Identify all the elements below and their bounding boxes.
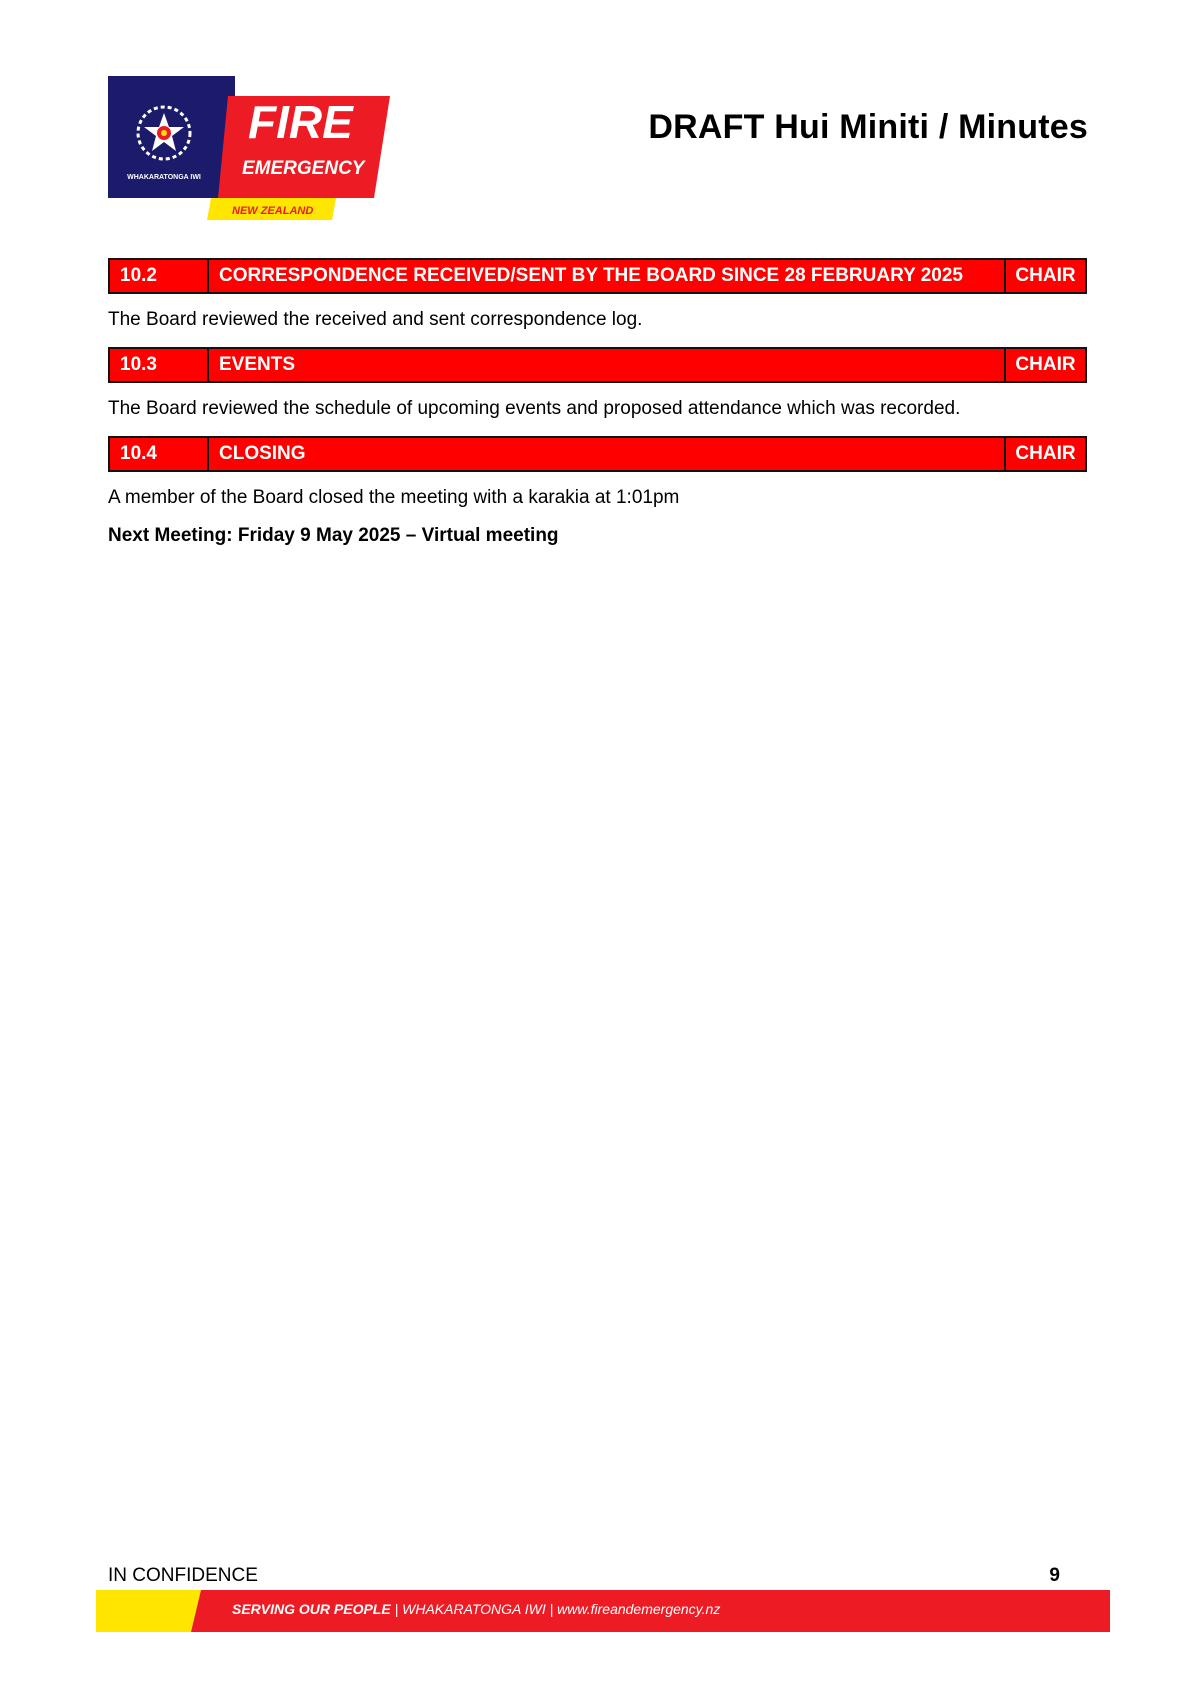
section-heading: CLOSING <box>219 443 306 464</box>
confidentiality-label: IN CONFIDENCE <box>108 1565 258 1586</box>
section-bar-10-2 <box>108 258 1087 294</box>
section-owner: CHAIR <box>1004 349 1085 381</box>
document-title: DRAFT Hui Miniti / Minutes <box>648 108 1088 146</box>
section-body-text: The Board reviewed the schedule of upcoming events and proposed attendance which was recorded. <box>108 398 961 419</box>
section-owner: CHAIR <box>1004 438 1085 470</box>
logo-emergency-text: EMERGENCY <box>242 158 365 179</box>
footer-tagline-rest: | WHAKARATONGA IWI | www.fireandemergency.nz <box>390 1601 721 1617</box>
section-body-text: A member of the Board closed the meeting with a karakia at 1:01pm <box>108 487 680 508</box>
section-number: 10.4 <box>110 438 209 470</box>
section-heading: CORRESPONDENCE RECEIVED/SENT BY THE BOARD SINCE 28 FEBRUARY 2025 <box>219 265 963 286</box>
footer-tagline <box>232 1601 720 1617</box>
section-owner: CHAIR <box>1004 260 1085 292</box>
section-heading: EVENTS <box>219 354 296 375</box>
logo-iwi-text: WHAKARATONGA IWI <box>127 174 201 181</box>
page-number: 9 <box>1049 1565 1060 1586</box>
logo-country-text: NEW ZEALAND <box>232 205 314 217</box>
logo-fire-text: FIRE <box>248 96 353 148</box>
fire-emergency-logo <box>108 76 390 220</box>
section-number: 10.3 <box>110 349 209 381</box>
next-meeting-line: Next Meeting: Friday 9 May 2025 – Virtual meeting <box>108 525 559 546</box>
footer-tagline-strong: SERVING OUR PEOPLE <box>232 1601 391 1617</box>
section-bar-10-3 <box>108 347 1087 383</box>
section-body-text: The Board reviewed the received and sent correspondence log. <box>108 309 643 330</box>
section-bar-10-4 <box>108 436 1087 472</box>
section-number: 10.2 <box>110 260 209 292</box>
